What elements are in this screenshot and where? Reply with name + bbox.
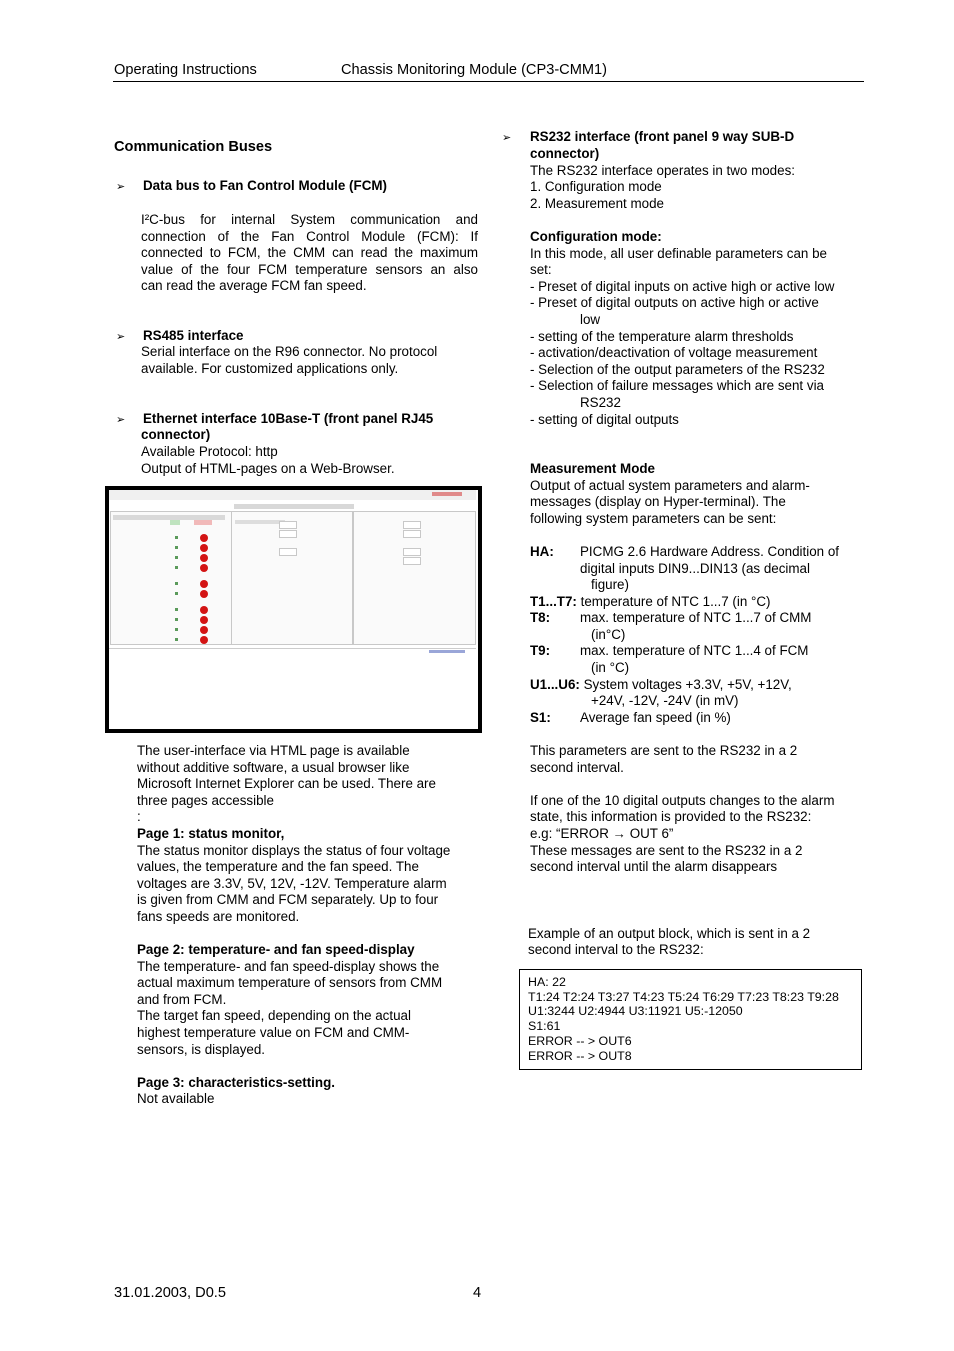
rs232-line: 1. Configuration mode bbox=[530, 179, 662, 194]
ethernet-line: Available Protocol: http bbox=[141, 444, 278, 459]
page2-line: sensors, is displayed. bbox=[137, 1042, 266, 1057]
config-line: - setting of digital outputs bbox=[530, 412, 679, 427]
code-line: U1:3244 U2:4944 U3:11921 U5:-12050 bbox=[528, 1004, 743, 1018]
page2-line: highest temperature value on FCM and CMM- bbox=[137, 1025, 410, 1040]
config-line: low bbox=[580, 312, 601, 327]
bullet-icon: ➢ bbox=[116, 331, 126, 343]
ethernet-line: Output of HTML-pages on a Web-Browser. bbox=[141, 461, 395, 476]
config-line: - activation/deactivation of voltage measurement bbox=[530, 345, 818, 360]
bullet-icon: ➢ bbox=[502, 132, 512, 144]
param-value: PICMG 2.6 Hardware Address. Condition of bbox=[580, 544, 840, 559]
code-line: T1:24 T2:24 T3:27 T4:23 T5:24 T6:29 T7:23 T8:23 T9:28 bbox=[528, 990, 839, 1004]
param-value: max. temperature of NTC 1...4 of FCM bbox=[580, 643, 809, 658]
page2-line: and from FCM. bbox=[137, 992, 227, 1007]
param-row-u1-u6 bbox=[530, 677, 792, 694]
section-title: Communication Buses bbox=[114, 139, 273, 155]
rs485-line: Serial interface on the R96 connector. No protocol bbox=[141, 344, 438, 359]
footer-date: 31.01.2003, D0.5 bbox=[114, 1285, 226, 1301]
alarm-line: state, this information is provided to the RS232: bbox=[530, 809, 812, 824]
header-rule bbox=[113, 81, 864, 82]
rs485-line: available. For customized applications only. bbox=[141, 361, 399, 376]
page2-line: actual maximum temperature of sensors from CMM bbox=[137, 975, 443, 990]
param-value: digital inputs DIN9...DIN13 (as decimal bbox=[580, 561, 810, 576]
page2-title: Page 2: temperature- and fan speed-display bbox=[137, 942, 415, 957]
config-line: set: bbox=[530, 262, 552, 277]
page1-title: Page 1: status monitor, bbox=[137, 826, 285, 841]
interval-line: This parameters are sent to the RS232 in a 2 bbox=[530, 743, 798, 758]
alarm-line: e.g: “ERROR → OUT 6” bbox=[530, 826, 674, 841]
page2-line: The temperature- and fan speed-display shows the bbox=[137, 959, 440, 974]
rs232-title-cont: connector) bbox=[530, 146, 600, 161]
rs485-title: RS485 interface bbox=[143, 328, 244, 343]
page2-line: The target fan speed, depending on the actual bbox=[137, 1008, 411, 1023]
param-row-t1-t7 bbox=[530, 594, 771, 611]
measurement-title: Measurement Mode bbox=[530, 461, 656, 476]
bullet-icon: ➢ bbox=[116, 414, 126, 426]
ethernet-title-cont: connector) bbox=[141, 427, 211, 442]
fcm-line: connected to FCM, the CMM can read the maximum bbox=[141, 245, 478, 260]
fcm-line: value of the four FCM temperature sensors an also bbox=[141, 262, 478, 277]
measurement-line: following system parameters can be sent: bbox=[530, 511, 777, 526]
rs232-line: The RS232 interface operates in two modes: bbox=[530, 163, 795, 178]
page1-line: values, the temperature and the fan speed. The bbox=[137, 859, 419, 874]
param-value: temperature of NTC 1...7 (in °C) bbox=[576, 594, 771, 609]
fcm-line: connection of the Fan Control Module (FCM): If bbox=[141, 229, 478, 244]
code-line: S1:61 bbox=[528, 1019, 561, 1033]
bullet-icon: ➢ bbox=[116, 181, 126, 193]
param-value: figure) bbox=[591, 577, 629, 592]
web-interface-screenshot bbox=[105, 486, 482, 733]
config-line: - setting of the temperature alarm thresholds bbox=[530, 329, 794, 344]
param-key: S1: bbox=[530, 710, 551, 725]
code-line: ERROR -- > OUT8 bbox=[528, 1049, 632, 1063]
page1-line: is given from CMM and FCM separately. Up to four bbox=[137, 892, 439, 907]
page-number: 4 bbox=[473, 1285, 482, 1301]
ui-line: The user-interface via HTML page is available bbox=[137, 743, 410, 758]
page1-line: voltages are 3.3V, 5V, 12V, -12V. Temperature alarm bbox=[137, 876, 447, 891]
page3-text: Not available bbox=[137, 1091, 215, 1106]
header-left: Operating Instructions bbox=[114, 62, 257, 78]
code-line: ERROR -- > OUT6 bbox=[528, 1034, 632, 1048]
config-line: RS232 bbox=[580, 395, 621, 410]
ethernet-title: Ethernet interface 10Base-T (front panel RJ45 bbox=[143, 411, 434, 426]
param-key: T9: bbox=[530, 643, 551, 658]
alarm-line: second interval until the alarm disappears bbox=[530, 859, 778, 874]
param-key: U1...U6: bbox=[530, 677, 580, 692]
param-key: T1...T7: bbox=[530, 594, 577, 609]
page3-title: Page 3: characteristics-setting. bbox=[137, 1075, 335, 1090]
alarm-line: If one of the 10 digital outputs changes to the alarm bbox=[530, 793, 835, 808]
page1-line: The status monitor displays the status of four voltage bbox=[137, 843, 451, 858]
fcm-line: I²C-bus for internal System communication and bbox=[141, 212, 478, 227]
code-line: HA: 22 bbox=[528, 975, 566, 989]
measurement-line: Output of actual system parameters and alarm- bbox=[530, 478, 810, 493]
ui-line: : bbox=[137, 809, 141, 824]
interval-line: second interval. bbox=[530, 760, 624, 775]
ui-line: three pages accessible bbox=[137, 793, 274, 808]
param-value: (in °C) bbox=[591, 660, 630, 675]
fcm-line: can read the average FCM fan speed. bbox=[141, 278, 367, 293]
config-line: - Preset of digital outputs on active high or active bbox=[530, 295, 819, 310]
param-value: System voltages +3.3V, +5V, +12V, bbox=[579, 677, 792, 692]
page1-line: fans speeds are monitored. bbox=[137, 909, 300, 924]
example-line: second interval to the RS232: bbox=[528, 942, 704, 957]
param-value: max. temperature of NTC 1...7 of CMM bbox=[580, 610, 812, 625]
measurement-line: messages (display on Hyper-terminal). The bbox=[530, 494, 786, 509]
header-title: Chassis Monitoring Module (CP3-CMM1) bbox=[341, 62, 608, 78]
config-line: - Selection of the output parameters of the RS232 bbox=[530, 362, 825, 377]
ui-line: without additive software, a usual browser like bbox=[137, 760, 410, 775]
ui-line: Microsoft Internet Explorer can be used. There are bbox=[137, 776, 436, 791]
fcm-title: Data bus to Fan Control Module (FCM) bbox=[143, 178, 387, 193]
param-value: (in°C) bbox=[591, 627, 626, 642]
alarm-line: These messages are sent to the RS232 in a 2 bbox=[530, 843, 803, 858]
config-line: - Preset of digital inputs on active high or active low bbox=[530, 279, 835, 294]
config-line: - Selection of failure messages which are sent via bbox=[530, 378, 824, 393]
config-line: In this mode, all user definable parameters can be bbox=[530, 246, 827, 261]
config-title: Configuration mode: bbox=[530, 229, 662, 244]
example-line: Example of an output block, which is sent in a 2 bbox=[528, 926, 811, 941]
rs232-title: RS232 interface (front panel 9 way SUB-D bbox=[530, 129, 795, 144]
rs232-line: 2. Measurement mode bbox=[530, 196, 664, 211]
param-key: T8: bbox=[530, 610, 551, 625]
param-value: +24V, -12V, -24V (in mV) bbox=[591, 693, 739, 708]
param-key: HA: bbox=[530, 544, 554, 559]
param-value: Average fan speed (in %) bbox=[580, 710, 731, 725]
